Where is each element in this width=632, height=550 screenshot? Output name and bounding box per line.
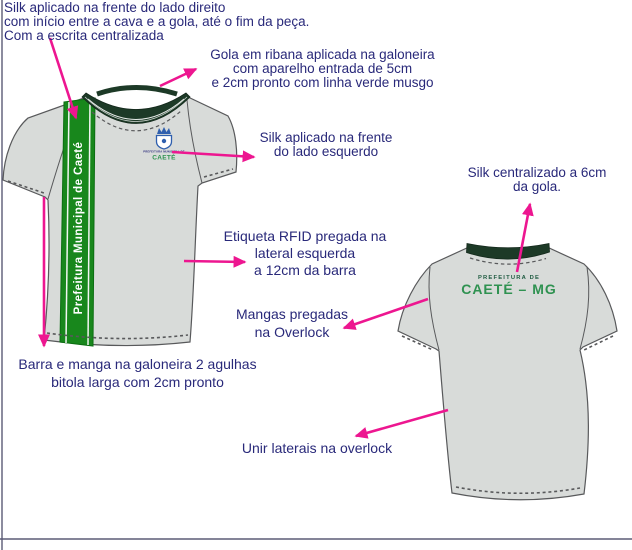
arrow-unir-laterais xyxy=(356,410,448,436)
note-silk-front-left xyxy=(246,131,406,159)
note-line: na Overlock xyxy=(254,324,330,340)
note-gola-ribana xyxy=(175,48,470,90)
note-line: Mangas pregadas xyxy=(235,306,349,322)
front-shirt xyxy=(3,88,237,347)
crest-emblem xyxy=(162,139,166,143)
note-line: a 12cm da barra xyxy=(254,262,356,278)
front-shirt-body xyxy=(3,97,237,346)
note-mangas xyxy=(212,305,372,341)
note-silk-back xyxy=(452,166,622,194)
note-line: Gola em ribana aplicada na galoneira xyxy=(210,47,435,62)
crest-small-text: PREFEITURA MUNICIPAL DE xyxy=(143,150,185,154)
front-stripe xyxy=(60,98,95,346)
back-print-line1: PREFEITURA DE xyxy=(477,275,541,281)
note-line: com aparelho entrada de 5cm xyxy=(232,61,413,76)
note-line: Etiqueta RFID pregada na xyxy=(223,228,387,244)
note-line: Barra e manga na galoneira 2 agulhas xyxy=(18,356,257,372)
note-silk-front-right xyxy=(4,1,309,43)
note-line: da gola. xyxy=(512,179,562,194)
crest-name-text: CAETÉ xyxy=(152,154,176,162)
note-unir-laterais xyxy=(232,441,402,455)
note-line: Silk centralizado a 6cm xyxy=(467,165,607,180)
note-barra-manga xyxy=(0,355,275,391)
back-shirt xyxy=(398,244,617,500)
note-line: bitola larga com 2cm pronto xyxy=(51,374,224,390)
back-print-line2: CAETÉ – MG xyxy=(461,281,557,297)
note-line: lateral esquerda xyxy=(254,245,356,261)
front-stripe-text: Prefeitura Municipal de Caeté xyxy=(73,141,85,315)
note-line: do lado esquerdo xyxy=(273,144,379,159)
note-line: Silk aplicado na frente do lado direito xyxy=(4,0,226,15)
note-line: Unir laterais na overlock xyxy=(241,440,393,456)
note-etiqueta-rfid xyxy=(210,228,400,279)
note-line: e 2cm pronto com linha verde musgo xyxy=(211,75,434,90)
note-line: Com a escrita centralizada xyxy=(4,28,164,43)
note-line: Silk aplicado na frente xyxy=(259,130,393,145)
note-line: com início entre a cava e a gola, até o fim da peça. xyxy=(4,14,310,29)
